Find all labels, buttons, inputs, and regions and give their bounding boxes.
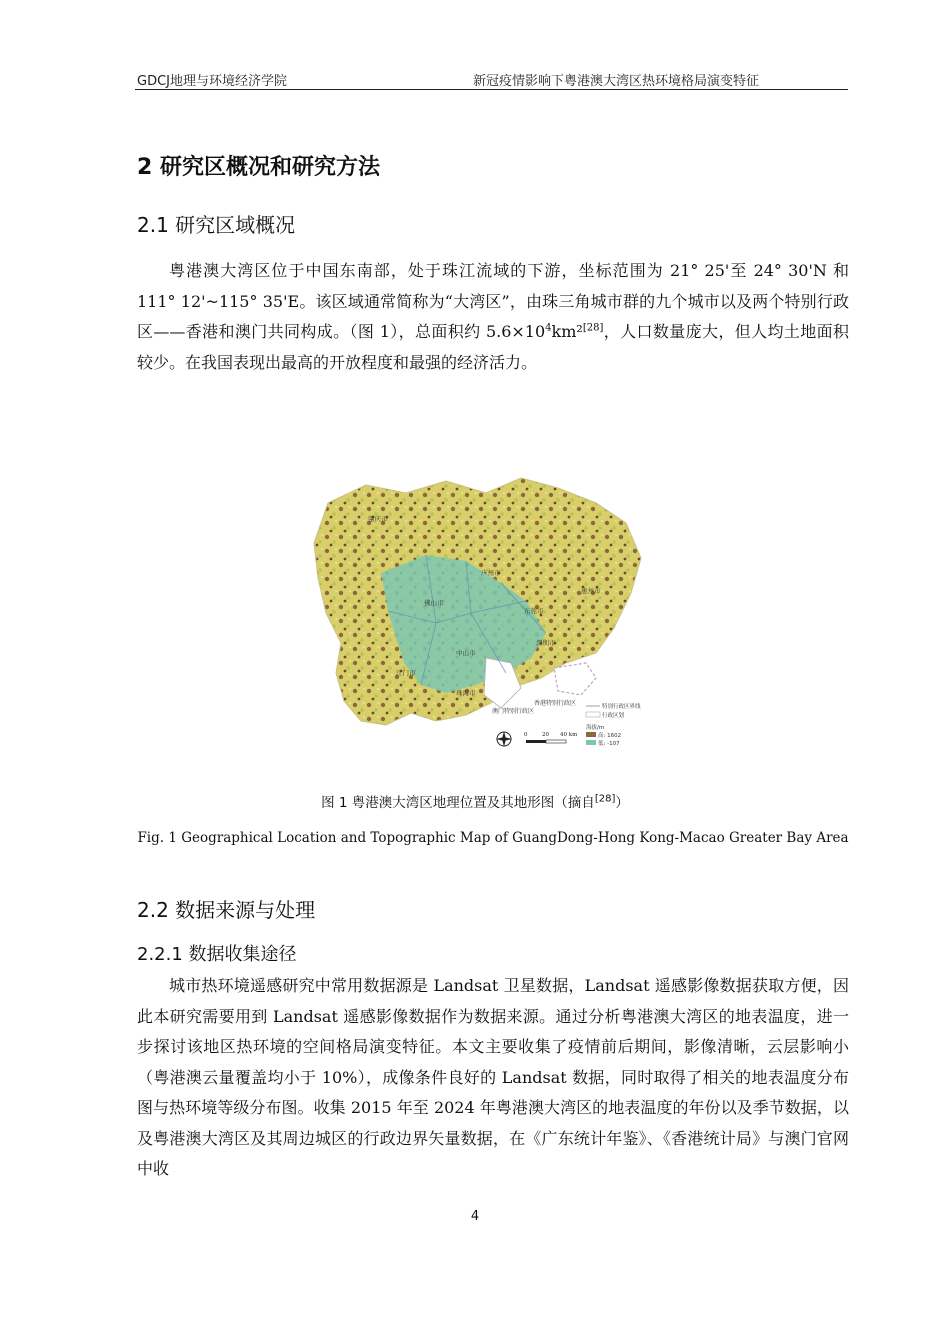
map-label-zhuhai: 珠海市 — [456, 689, 476, 697]
map-label-huizhou: 惠州市 — [581, 587, 601, 595]
paragraph-text: 粤港澳大湾区位于中国东南部，处于珠江流域的下游，坐标范围为 21° 25'至 24° 30'N 和 111° 12'~115° 35'E。该区域通常简称为“大湾区”，由珠三角城市群的九个城市以及两个特别行政区——香港和澳门共同构成。（图 1），总面积约 5.6×10 — [137, 261, 849, 341]
running-header-title: 新冠疫情影响下粤港澳大湾区热环境格局演变特征 — [473, 74, 760, 89]
paragraph-text-end: ，人口数量庞大，但人均土地面积较少。在我国表现出最高的开放程度和最强的经济活力。 — [137, 322, 849, 372]
legend-elevation-title: 海拔/m — [586, 725, 605, 731]
paragraph-data-collection — [137, 971, 849, 1185]
map-label-zhongshan: 中山市 — [456, 649, 476, 657]
map-label-jiangmen: 江门市 — [396, 669, 416, 677]
hong-kong-area — [554, 663, 596, 695]
running-header-institution: GDCJ地理与环境经济学院 — [137, 74, 287, 89]
map-label-foshan: 佛山市 — [424, 599, 444, 607]
map-label-hk-sar: 香港特别行政区 — [534, 700, 577, 707]
paragraph-study-area — [137, 256, 849, 378]
page-number: 4 — [470, 1209, 480, 1224]
scale-label-0: 0 — [524, 732, 528, 738]
scale-bar — [524, 732, 578, 743]
map-label-macau-sar: 澳门特别行政区 — [492, 708, 535, 715]
paragraph-text: 城市热环境遥感研究中常用数据源是 Landsat 卫星数据，Landsat 遥感影像数据获取方便，因此本研究需要用到 Landsat 遥感影像数据作为数据来源。通过分析粤港澳大湾区的地表温度，进一步探讨该地区热环境的空间格局演变特征。本文主要收集了疫情前后期间，影像清晰，云层影响小（粤港澳云量覆盖均小于 10%），成像条件良好的 Landsat 数据，同时取得了相关的地表温度分布图与热环境等级分布图。收集 2015 年至 2024 年粤港澳大湾区的地表温度的年份以及季节数据，以及粤港澳大湾区及其周边城区的行政边界矢量数据，在《广东统计年鉴》、《香港统计局》与澳门官网中收 — [137, 976, 849, 1178]
section-heading-2-2: 2.2 数据来源与处理 — [137, 898, 316, 922]
legend-elevation-low: 低: -107 — [598, 741, 620, 747]
legend-sar-boundary: 特别行政区界线 — [602, 704, 641, 710]
scale-label-20: 20 — [542, 732, 549, 738]
map-label-shenzhen: 深圳市 — [536, 639, 556, 647]
caption-cn-text: 图 1 粤港澳大湾区地理位置及其地形图（摘自 — [321, 795, 595, 811]
section-heading-2: 2 研究区概况和研究方法 — [137, 155, 380, 180]
section-heading-2-2-1: 2.2.1 数据收集途径 — [137, 944, 297, 965]
scale-label-40: 40 km — [560, 732, 578, 738]
map-label-zhaoqing: 肇庆市 — [368, 515, 388, 523]
map-legend — [586, 702, 641, 747]
header-divider — [135, 89, 848, 90]
map-label-guangzhou: 广州市 — [481, 569, 501, 577]
section-heading-2-1: 2.1 研究区域概况 — [137, 213, 296, 237]
citation-ref: [28] — [582, 322, 604, 334]
legend-elevation-high: 高: 1602 — [598, 733, 622, 739]
legend-admin-boundary: 行政区划 — [602, 713, 625, 719]
superscript-exponent: 4 — [545, 322, 552, 334]
compass-icon — [496, 731, 512, 747]
paragraph-unit: km² — [551, 322, 583, 341]
figure-caption-cn — [0, 791, 950, 811]
caption-cn-close: ） — [615, 795, 629, 811]
figure-caption-en: Fig. 1 Geographical Location and Topographic Map of GuangDong-Hong Kong-Macao Greater Bay Area — [137, 830, 849, 846]
map-label-dongguan: 东莞市 — [524, 607, 544, 615]
topographic-map-figure — [296, 463, 656, 753]
caption-citation-ref: [28] — [594, 793, 616, 805]
